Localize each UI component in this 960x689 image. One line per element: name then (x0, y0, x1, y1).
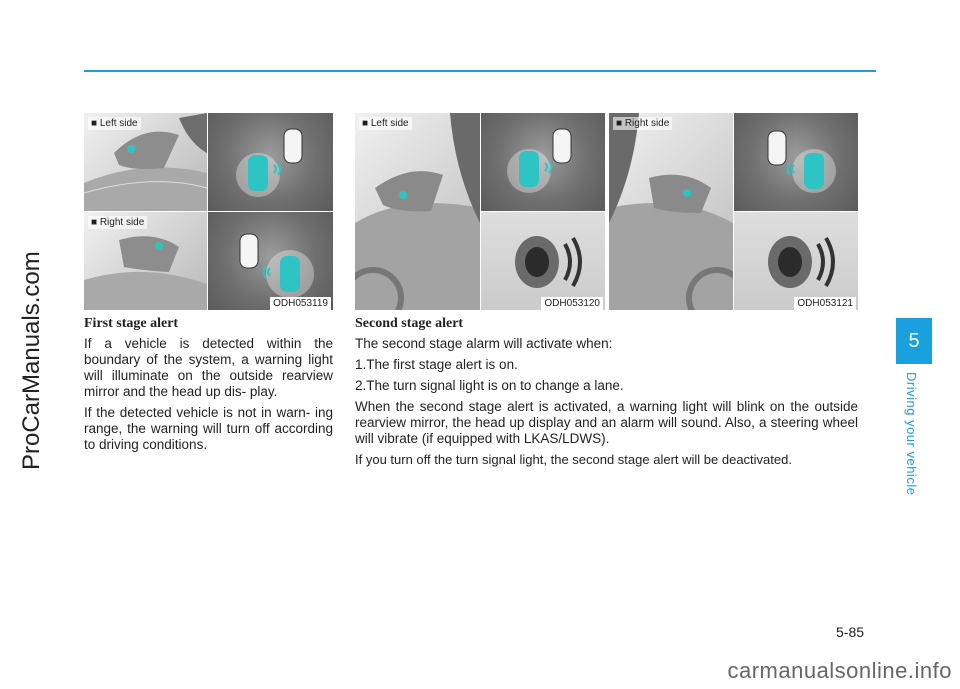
car-top-view-icon (208, 212, 333, 310)
right-topview-panel (208, 212, 333, 310)
watermark-left: ProCarManuals.com (18, 251, 45, 470)
car-top-view-icon (481, 113, 605, 211)
left-topview-panel (208, 113, 333, 211)
second-stage-paragraph-1: When the second stage alert is activated, a warning light will blink on the outside rearview mirror, the head up display and an alarm will sound. Also, a steering wheel will vibrate (if equipped with LKAS/LDWS). (355, 399, 858, 446)
first-stage-paragraph-1: If a vehicle is detected within the boundary of the system, a warning light will illuminate on the outside rearview mirror and the head up dis- play. (84, 336, 333, 399)
second-stage-intro: The second stage alarm will activate when: (355, 336, 613, 351)
chapter-number-tab: 5 (896, 318, 932, 364)
figure-caption-left-side: ■ Left side (88, 117, 141, 130)
figure-caption-right-side: ■ Right side (613, 117, 672, 130)
figure-caption-left-side: ■ Left side (359, 117, 412, 130)
right-car-side-panel (609, 113, 733, 310)
second-stage-paragraph-2: If you turn off the turn signal light, the second stage alert will be deactivated. (355, 452, 792, 467)
figure-second-stage-right (609, 113, 858, 310)
topview-panel (734, 113, 858, 211)
mirror-warning-icon (355, 113, 480, 310)
figure-second-stage-left (355, 113, 605, 310)
car-top-view-icon (734, 113, 858, 211)
figure-caption-right-side: ■ Right side (88, 216, 147, 229)
second-stage-item-2: 2.The turn signal light is on to change a lane. (355, 378, 624, 393)
mirror-warning-icon (609, 113, 733, 310)
first-stage-body (84, 336, 333, 458)
figure-first-stage (84, 113, 333, 310)
speaker-icon (734, 212, 858, 310)
header-rule (84, 70, 876, 72)
car-top-view-icon (208, 113, 333, 211)
figure-code: ODH053121 (794, 297, 856, 310)
second-stage-heading: Second stage alert (355, 316, 464, 331)
speaker-panel (734, 212, 858, 310)
topview-panel (481, 113, 605, 211)
footer-watermark: carmanualsonline.info (727, 658, 952, 683)
figure-code: ODH053120 (541, 297, 603, 310)
speaker-icon (481, 212, 605, 310)
second-stage-item-1: 1.The first stage alert is on. (355, 357, 518, 372)
first-stage-paragraph-2: If the detected vehicle is not in warn- ing range, the warning will turn off according to driving conditions. (84, 405, 333, 452)
page-number: 5-85 (836, 624, 865, 640)
second-stage-body (355, 336, 858, 473)
first-stage-heading: First stage alert (84, 316, 179, 331)
chapter-title: Driving your vehicle (904, 372, 919, 496)
left-car-side-panel (355, 113, 480, 310)
figure-code: ODH053119 (270, 297, 331, 310)
speaker-panel (481, 212, 605, 310)
